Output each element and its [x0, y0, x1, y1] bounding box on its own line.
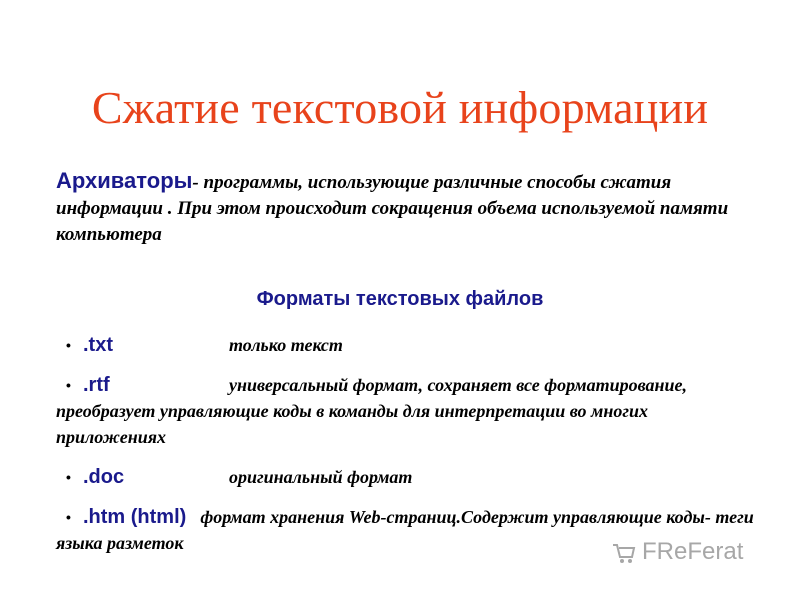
watermark-text: FReFerat	[642, 538, 744, 565]
format-extension: .txt	[83, 334, 113, 356]
definition-term: Архиваторы	[56, 168, 193, 193]
format-description: оригинальный формат	[229, 467, 413, 487]
bullet-icon: •	[66, 337, 71, 353]
format-extension: .htm (html)	[83, 506, 187, 528]
slide-title: Сжатие текстовой информации	[91, 82, 709, 133]
definition-text: - программы, использующие различные способы сжатия информации . При этом происходит сокращения объема используемой памяти компьютера	[56, 172, 729, 245]
format-description: универсальный формат, сохраняет все форматирование, преобразует управляющие коды в команды для интерпретации во многих приложениях	[56, 375, 688, 447]
format-item-rtf	[56, 372, 756, 450]
cart-icon	[612, 542, 636, 564]
format-extension: .rtf	[83, 374, 110, 396]
format-item-txt	[56, 332, 756, 358]
bullet-icon: •	[66, 377, 71, 393]
bullet-icon: •	[66, 509, 71, 525]
formats-list	[56, 332, 756, 570]
format-description: формат хранения Web-страниц.Содержит управляющие коды- теги языка разметок	[56, 507, 754, 553]
bullet-icon: •	[66, 469, 71, 485]
format-extension: .doc	[83, 466, 125, 488]
formats-heading: Форматы текстовых файлов	[256, 288, 544, 310]
format-item-doc	[56, 464, 756, 490]
format-description: только текст	[229, 335, 343, 355]
archivers-definition	[56, 168, 746, 248]
watermark	[612, 538, 743, 566]
